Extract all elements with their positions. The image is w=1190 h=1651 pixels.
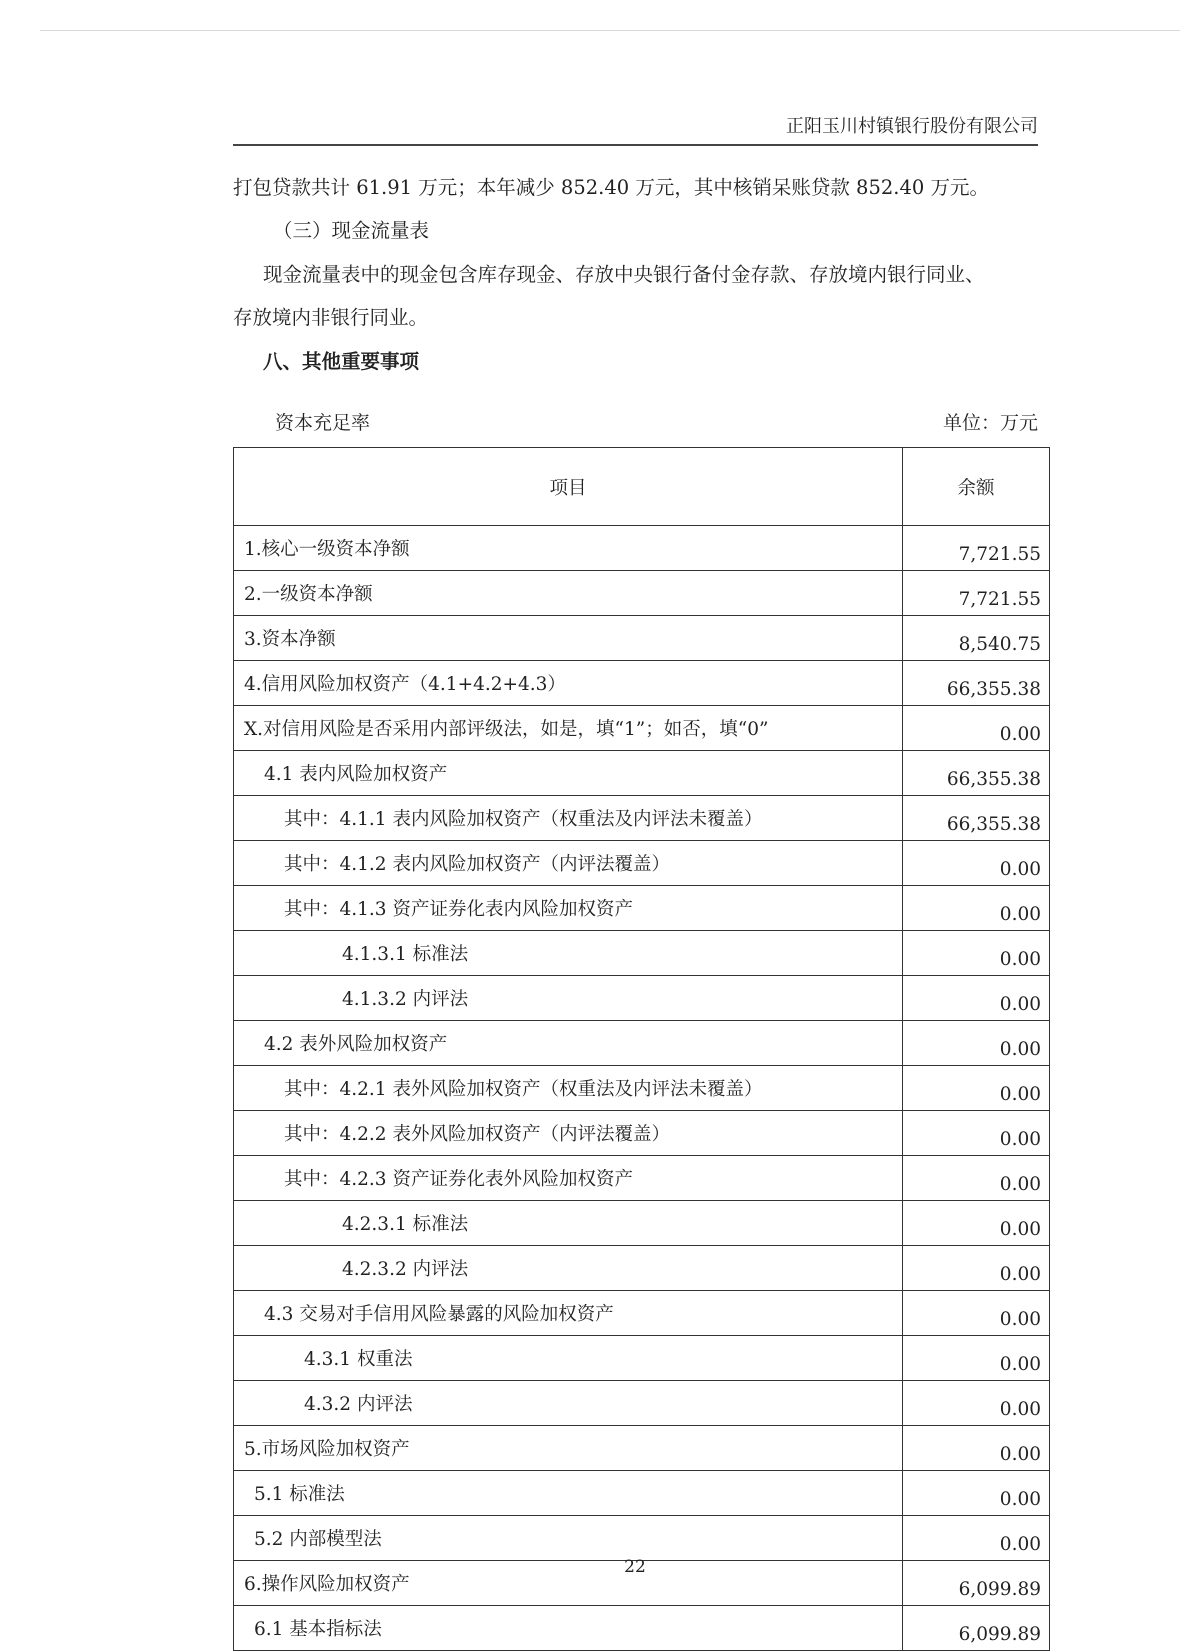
table-row [234, 1336, 1050, 1381]
row-value: 0.00 [903, 1426, 1050, 1471]
table-row [234, 571, 1050, 616]
section-title: 八、其他重要事项 [263, 350, 420, 373]
row-label: 4.2.3.1 标准法 [234, 1201, 903, 1246]
row-label: 6.操作风险加权资产 [234, 1561, 903, 1606]
page-number: 22 [624, 1557, 646, 1577]
capital-adequacy-table [233, 447, 1050, 1651]
row-label: 3.资本净额 [234, 616, 903, 661]
table-row [234, 1291, 1050, 1336]
table-row [234, 976, 1050, 1021]
table-row [234, 1111, 1050, 1156]
table-row [234, 931, 1050, 976]
page-header [233, 112, 1038, 146]
row-value: 6,099.89 [903, 1561, 1050, 1606]
row-label: 4.3 交易对手信用风险暴露的风险加权资产 [234, 1291, 903, 1336]
row-value: 6,099.89 [903, 1606, 1050, 1651]
scan-edge-line [40, 30, 1180, 31]
header-item: 项目 [234, 448, 903, 526]
table-row [234, 1021, 1050, 1066]
row-value: 7,721.55 [903, 571, 1050, 616]
row-label: 4.信用风险加权资产（4.1+4.2+4.3） [234, 661, 903, 706]
row-label: 其中：4.2.1 表外风险加权资产（权重法及内评法未覆盖） [234, 1066, 903, 1111]
cash-flow-paragraph-line-2: 存放境内非银行同业。 [233, 306, 429, 329]
row-value: 0.00 [903, 1246, 1050, 1291]
row-label: 其中：4.1.3 资产证券化表内风险加权资产 [234, 886, 903, 931]
row-label: 4.1.3.2 内评法 [234, 976, 903, 1021]
row-label: X.对信用风险是否采用内部评级法，如是，填“1”；如否，填“0” [234, 706, 903, 751]
row-value: 0.00 [903, 886, 1050, 931]
row-value: 8,540.75 [903, 616, 1050, 661]
table-row [234, 1426, 1050, 1471]
row-label: 1.核心一级资本净额 [234, 526, 903, 571]
table-row [234, 841, 1050, 886]
row-label: 4.2 表外风险加权资产 [234, 1021, 903, 1066]
row-label: 4.1.3.1 标准法 [234, 931, 903, 976]
table-row [234, 1066, 1050, 1111]
row-label: 4.3.2 内评法 [234, 1381, 903, 1426]
table-row [234, 526, 1050, 571]
row-value: 0.00 [903, 841, 1050, 886]
row-value: 0.00 [903, 1291, 1050, 1336]
table-row [234, 1606, 1050, 1651]
table-unit: 单位：万元 [942, 412, 1038, 434]
row-value: 0.00 [903, 706, 1050, 751]
row-value: 0.00 [903, 1516, 1050, 1561]
table-row [234, 796, 1050, 841]
row-label: 4.1 表内风险加权资产 [234, 751, 903, 796]
table-row [234, 886, 1050, 931]
row-label: 5.1 标准法 [234, 1471, 903, 1516]
row-value: 7,721.55 [903, 526, 1050, 571]
table-title: 资本充足率 [275, 412, 371, 434]
row-value: 0.00 [903, 1471, 1050, 1516]
row-value: 0.00 [903, 1021, 1050, 1066]
row-label: 6.1 基本指标法 [234, 1606, 903, 1651]
header-amount: 余额 [903, 448, 1050, 526]
row-value: 0.00 [903, 931, 1050, 976]
table-row [234, 1246, 1050, 1291]
table-row [234, 1381, 1050, 1426]
cash-flow-paragraph-line-1: 现金流量表中的现金包含库存现金、存放中央银行备付金存款、存放境内银行同业、 [263, 263, 985, 286]
row-value: 0.00 [903, 1156, 1050, 1201]
row-label: 其中：4.2.3 资产证券化表外风险加权资产 [234, 1156, 903, 1201]
row-label: 5.2 内部模型法 [234, 1516, 903, 1561]
row-label: 其中：4.1.2 表内风险加权资产（内评法覆盖） [234, 841, 903, 886]
row-label: 4.2.3.2 内评法 [234, 1246, 903, 1291]
row-label: 其中：4.1.1 表内风险加权资产（权重法及内评法未覆盖） [234, 796, 903, 841]
cash-flow-title: （三）现金流量表 [273, 219, 430, 242]
table-row [234, 706, 1050, 751]
table-row [234, 616, 1050, 661]
loan-paragraph: 打包贷款共计 61.91 万元；本年减少 852.40 万元，其中核销呆账贷款 852.40 万元。 [233, 176, 989, 199]
table-row [234, 661, 1050, 706]
table-header-row [234, 448, 1050, 526]
row-value: 66,355.38 [903, 796, 1050, 841]
row-label: 5.市场风险加权资产 [234, 1426, 903, 1471]
table-caption [233, 408, 1038, 435]
row-label: 2.一级资本净额 [234, 571, 903, 616]
row-value: 66,355.38 [903, 661, 1050, 706]
row-value: 0.00 [903, 1111, 1050, 1156]
table-row [234, 751, 1050, 796]
row-value: 0.00 [903, 1336, 1050, 1381]
company-name: 正阳玉川村镇银行股份有限公司 [786, 116, 1038, 137]
row-value: 0.00 [903, 1381, 1050, 1426]
row-value: 66,355.38 [903, 751, 1050, 796]
table-row [234, 1471, 1050, 1516]
row-value: 0.00 [903, 1201, 1050, 1246]
row-label: 其中：4.2.2 表外风险加权资产（内评法覆盖） [234, 1111, 903, 1156]
table-row [234, 1516, 1050, 1561]
table-row [234, 1201, 1050, 1246]
row-value: 0.00 [903, 976, 1050, 1021]
row-label: 4.3.1 权重法 [234, 1336, 903, 1381]
table-row [234, 1156, 1050, 1201]
row-value: 0.00 [903, 1066, 1050, 1111]
